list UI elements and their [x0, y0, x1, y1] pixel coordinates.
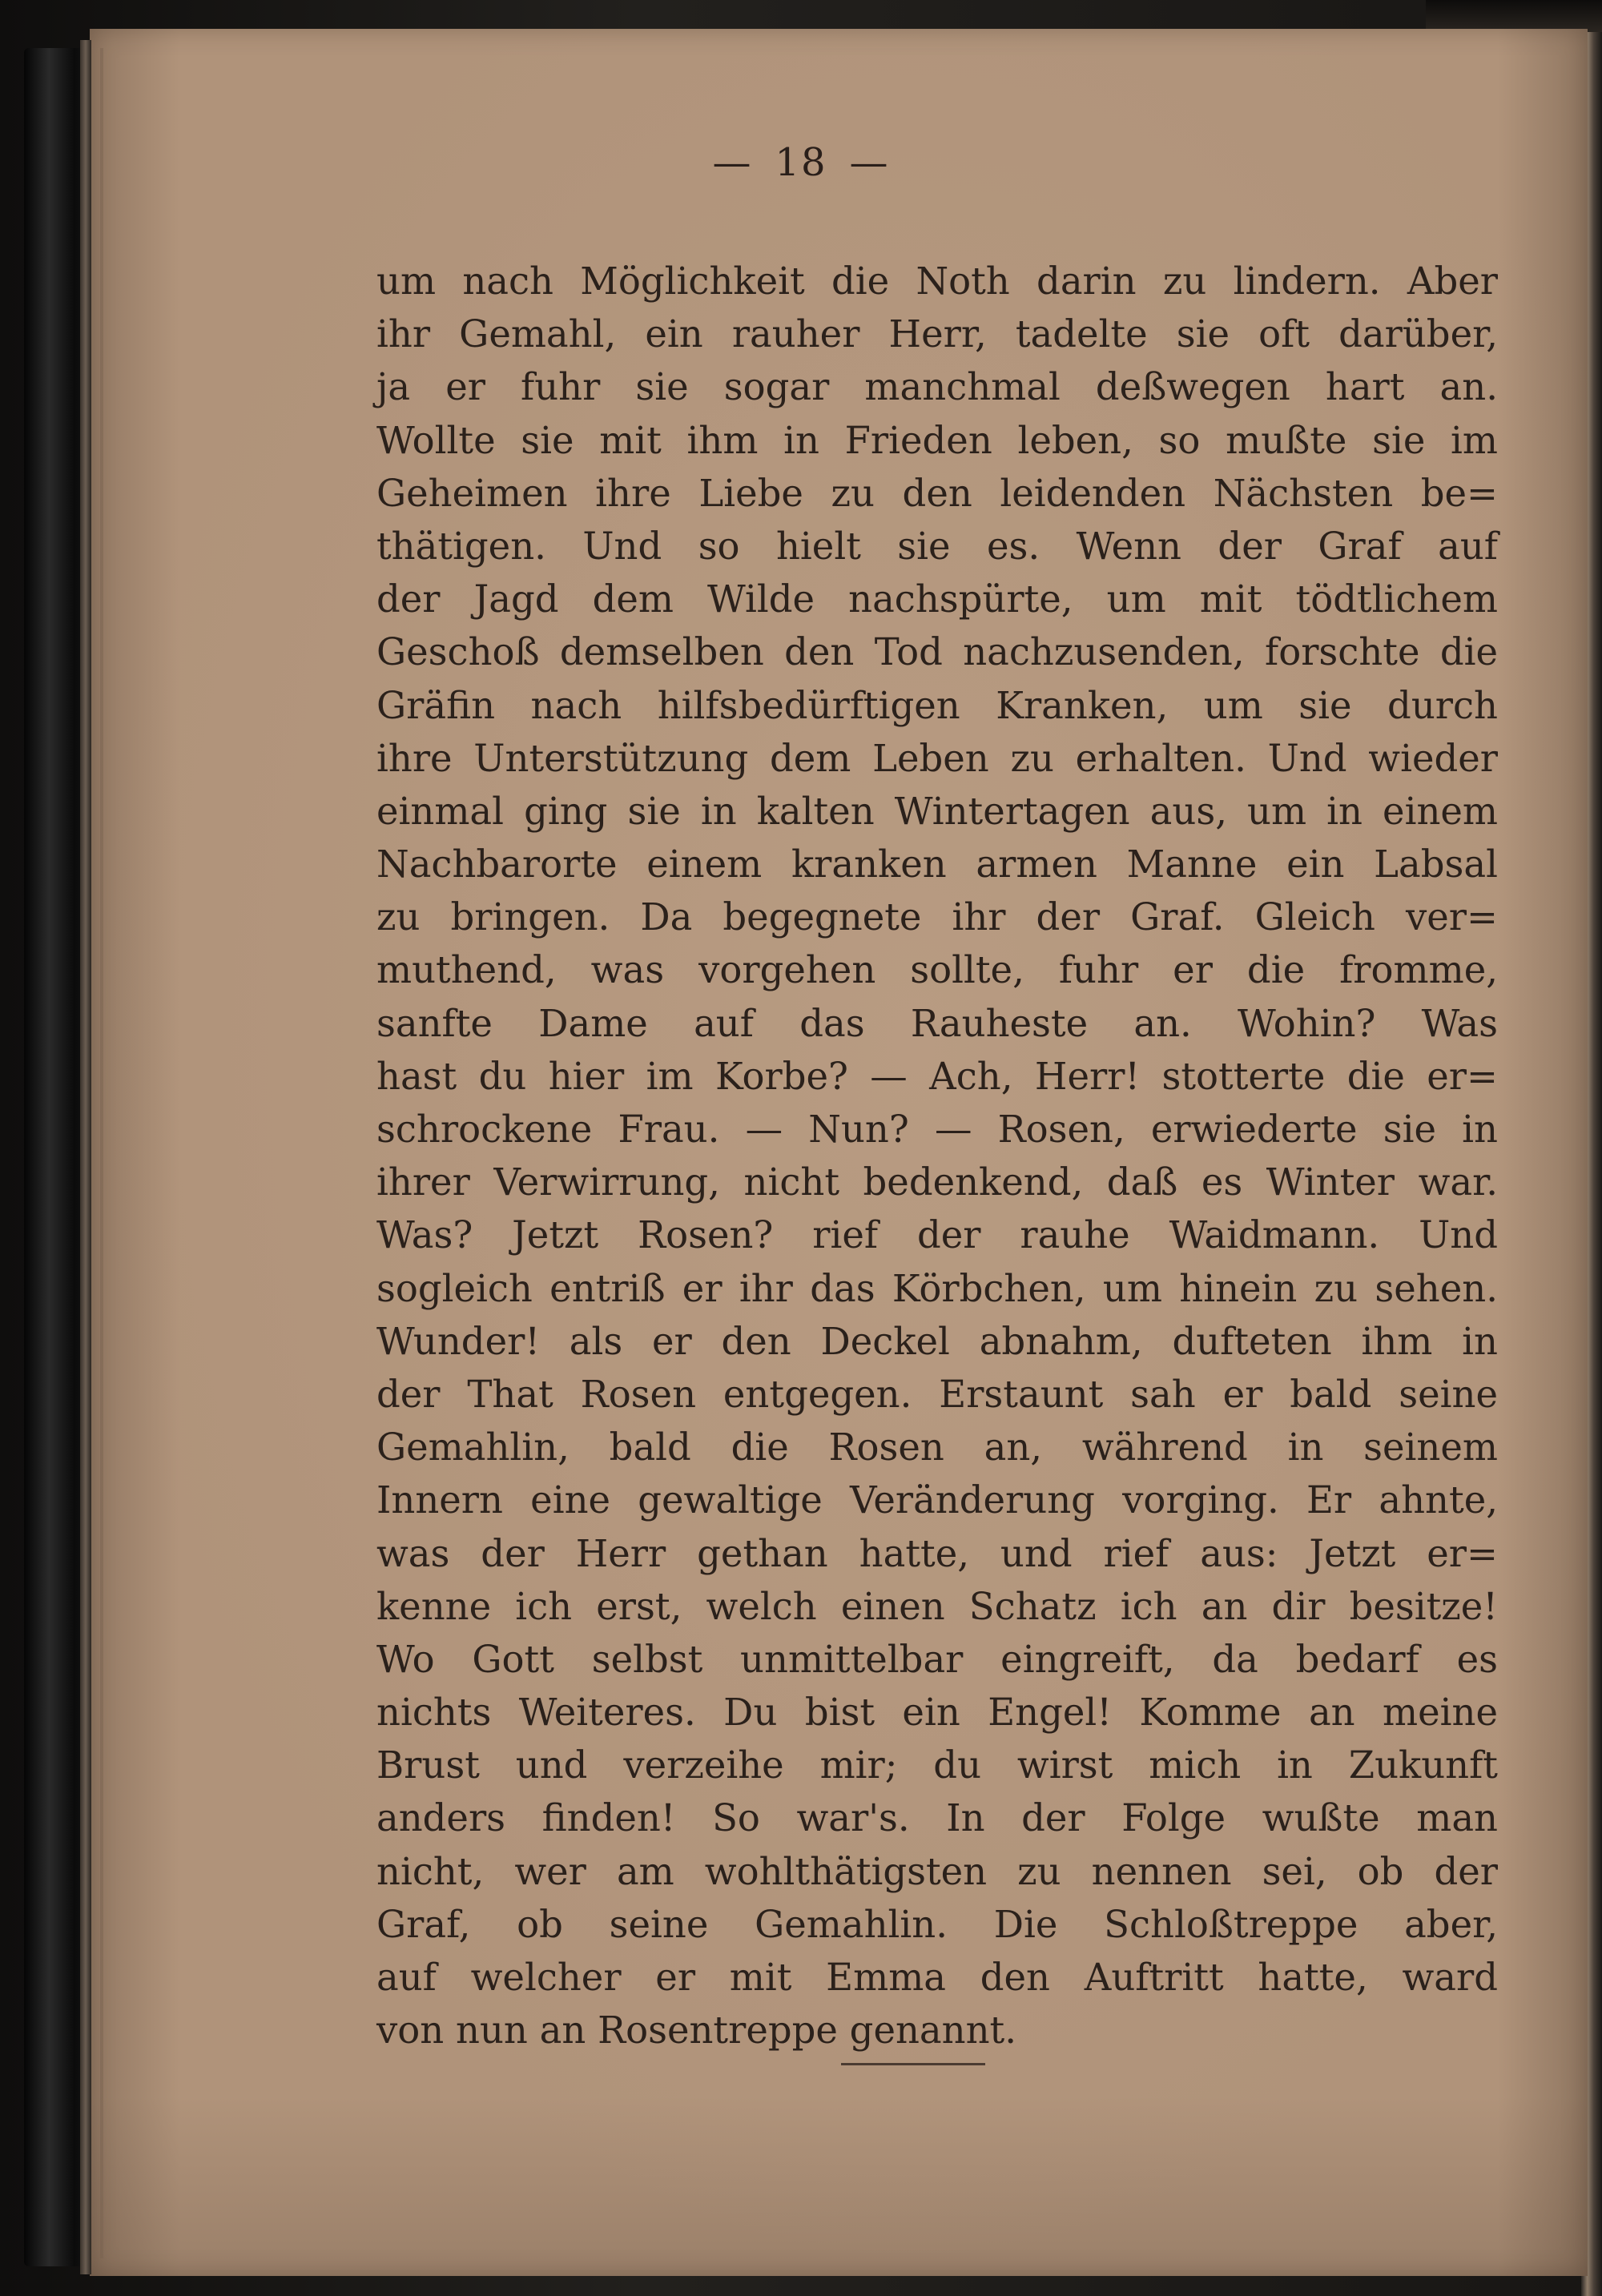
- text-line: was der Herr gethan hatte, und rief aus: Jetzt er=: [376, 1531, 1498, 1575]
- text-line: Wunder! als er den Deckel abnahm, dufteten ihm in: [376, 1319, 1498, 1363]
- text-line: hast du hier im Korbe? — Ach, Herr! stotterte die er=: [376, 1054, 1498, 1098]
- text-line: Was? Jetzt Rosen? rief der rauhe Waidmann. Und: [376, 1213, 1498, 1257]
- text-line: auf welcher er mit Emma den Auftritt hatte, ward: [376, 1956, 1498, 1999]
- text-line: um nach Möglichkeit die Noth darin zu lindern. Aber: [376, 259, 1498, 303]
- text-line: schrockene Frau. — Nun? — Rosen, erwiederte sie in: [376, 1108, 1498, 1151]
- text-line: kenne ich erst, welch einen Schatz ich an dir besitze!: [376, 1584, 1498, 1628]
- text-line: Wollte sie mit ihm in Frieden leben, so mußte sie im: [376, 418, 1498, 462]
- text-line: Geheimen ihre Liebe zu den leidenden Nächsten be=: [376, 471, 1498, 515]
- text-line: von nun an Rosentreppe genannt.: [376, 2008, 1016, 2053]
- text-line: sanfte Dame auf das Rauheste an. Wohin? Was: [376, 1001, 1498, 1045]
- text-line: der Jagd dem Wilde nachspürte, um mit tödtlichem: [376, 577, 1498, 621]
- text-line: der That Rosen entgegen. Erstaunt sah er bald seine: [376, 1372, 1498, 1416]
- text-line: nichts Weiteres. Du bist ein Engel! Komme an meine: [376, 1691, 1498, 1735]
- text-line: Nachbarorte einem kranken armen Manne ein Labsal: [376, 842, 1498, 887]
- text-line: ja er fuhr sie sogar manchmal deßwegen hart an.: [376, 365, 1498, 409]
- section-end-rule: [841, 2063, 985, 2065]
- text-line: nicht, wer am wohlthätigsten zu nennen sei, ob der: [376, 1849, 1498, 1893]
- text-line: Geschoß demselben den Tod nachzusenden, forschte die: [376, 630, 1498, 674]
- page-fold-line: [100, 48, 103, 2258]
- text-line: ihrer Verwirrung, nicht bedenkend, daß es Winter war.: [376, 1160, 1498, 1204]
- text-line: Innern eine gewaltige Veränderung vorging. Er ahnte,: [376, 1478, 1498, 1522]
- text-line: muthend, was vorgehen sollte, fuhr er die fromme,: [376, 948, 1498, 992]
- text-line: Brust und verzeihe mir; du wirst mich in Zukunft: [376, 1743, 1498, 1787]
- background-strip: [1426, 0, 1602, 32]
- text-line: ihr Gemahl, ein rauher Herr, tadelte sie oft darüber,: [376, 312, 1498, 356]
- page-gutter-edge: [80, 40, 91, 2274]
- text-line: einmal ging sie in kalten Wintertagen aus, um in einem: [376, 789, 1498, 833]
- running-head-dash-left: —: [712, 140, 753, 185]
- running-head-dash-right: —: [849, 140, 890, 185]
- text-line: Wo Gott selbst unmittelbar eingreift, da bedarf es: [376, 1637, 1498, 1681]
- text-line: sogleich entriß er ihr das Körbchen, um hinein zu sehen.: [376, 1266, 1498, 1310]
- page-number: 18: [775, 140, 827, 185]
- body-text: [376, 255, 1498, 2057]
- text-line: Gräfin nach hilfsbedürftigen Kranken, um sie durch: [376, 683, 1498, 727]
- text-line: zu bringen. Da begegnete ihr der Graf. Gleich ver=: [376, 895, 1498, 939]
- text-line: ihre Unterstützung dem Leben zu erhalten. Und wieder: [376, 736, 1498, 780]
- text-line: Graf, ob seine Gemahlin. Die Schloßtreppe aber,: [376, 1902, 1498, 1946]
- text-line: thätigen. Und so hielt sie es. Wenn der Graf auf: [376, 524, 1498, 568]
- text-line: Gemahlin, bald die Rosen an, während in seinem: [376, 1425, 1498, 1470]
- text-line: anders finden! So war's. In der Folge wußte man: [376, 1796, 1498, 1840]
- running-head: [0, 140, 1602, 185]
